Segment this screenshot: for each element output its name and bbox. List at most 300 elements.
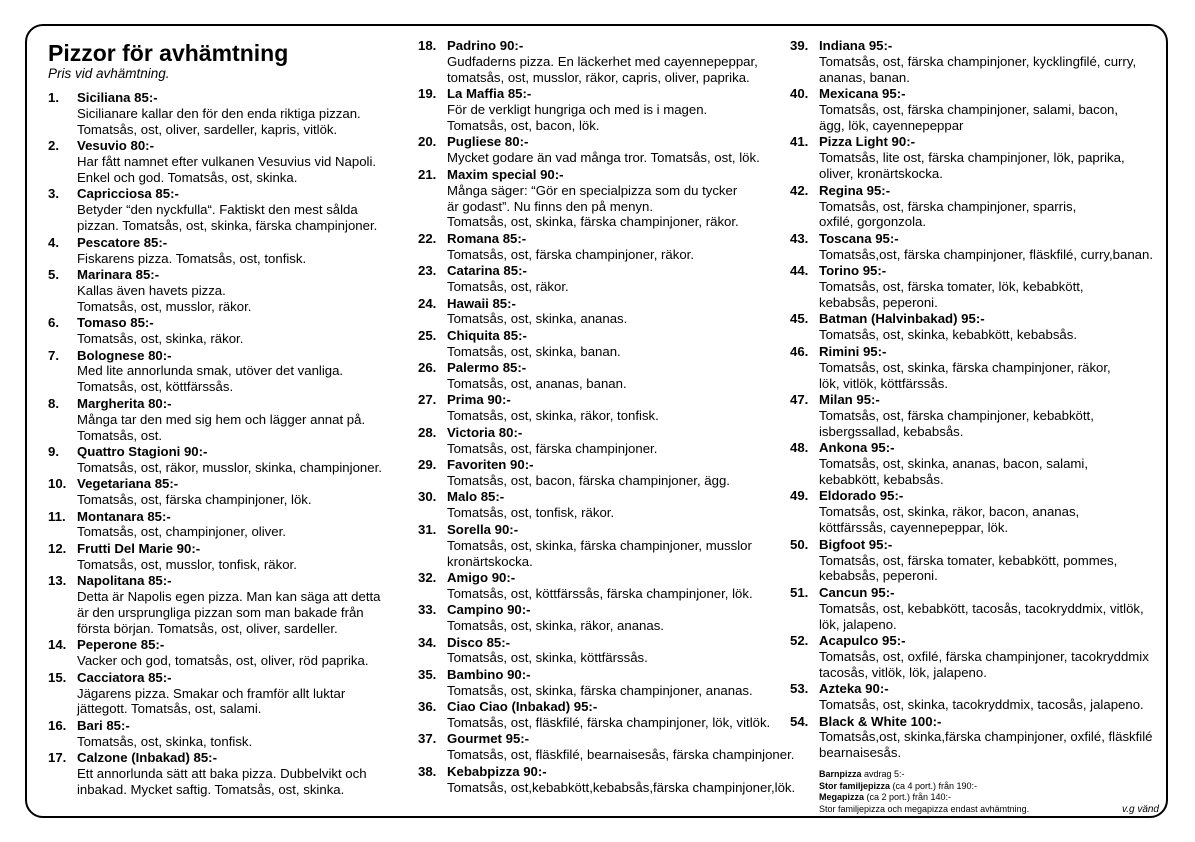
item-body [447, 167, 788, 231]
menu-item [790, 134, 1165, 182]
menu-item [790, 537, 1165, 585]
item-name-price: Amigo 90:- [447, 569, 516, 585]
item-number: 18. [418, 38, 437, 53]
item-description-line: kebabsås, peperoni. [819, 295, 938, 310]
item-description-line: Tomatsås, ost, musslor, räkor. [77, 298, 252, 314]
item-name-price: Malo 85:- [447, 489, 505, 505]
item-body [819, 231, 1165, 263]
item-number: 4. [48, 234, 59, 250]
item-body [447, 392, 788, 424]
menu-item [418, 38, 788, 86]
item-body [447, 489, 788, 521]
item-body [77, 444, 413, 476]
item-description-line: är godast”. Nu finns den på menyn. [447, 198, 653, 214]
item-body [447, 699, 788, 731]
item-description-line: ägg, lök, cayennepeppar [819, 118, 964, 134]
menu-column-3 [790, 38, 1165, 815]
item-body [77, 348, 413, 396]
item-number: 38. [418, 763, 437, 779]
menu-item [48, 235, 413, 267]
item-description-line: Tomatsås, ost, skinka, banan. [447, 343, 621, 359]
item-body [77, 235, 413, 267]
item-name-price: Pizza Light 90:- [819, 134, 915, 150]
item-name-price: Palermo 85:- [447, 360, 527, 376]
item-body [77, 718, 413, 750]
item-description-line: isbergssallad, kebabsås. [819, 423, 964, 439]
item-body [447, 731, 794, 763]
item-number: 25. [418, 327, 437, 343]
item-name-price: Calzone (Inbakad) 85:- [77, 750, 217, 766]
menu-footer [819, 769, 1165, 815]
item-name-price: Maxim special 90:- [447, 166, 564, 182]
menu-item [418, 86, 788, 134]
item-name-price: Frutti Del Marie 90:- [77, 540, 201, 556]
item-description-line: Tomatsås,ost, färska champinjoner, fläskfilé, curry,banan. [819, 246, 1153, 262]
item-name-price: Quattro Stagioni 90:- [77, 443, 208, 459]
item-body [77, 541, 413, 573]
item-description-line: första början. Tomatsås, ost, oliver, sardeller. [77, 620, 338, 636]
menu-item [418, 699, 788, 731]
menu-item [790, 38, 1165, 86]
item-description-line: Tomatsås, ost, färska champinjoner, kycklingfilé, curry, [819, 53, 1137, 69]
menu-item [48, 509, 413, 541]
item-body [819, 134, 1165, 182]
menu-item [418, 731, 795, 763]
menu-column-1 [48, 40, 413, 798]
item-name-price: La Maffia 85:- [447, 86, 532, 102]
item-description-line: Tomatsås, ost, skinka, tacokryddmix, tacosås, jalapeno. [819, 697, 1144, 713]
menu-item [418, 360, 788, 392]
item-name-price: Hawaii 85:- [447, 295, 516, 311]
item-number: 54. [790, 713, 809, 729]
item-description-line: ananas, banan. [819, 69, 910, 85]
item-name-price: Bambino 90:- [447, 666, 531, 682]
item-name-price: Disco 85:- [447, 634, 511, 650]
item-number: 19. [418, 86, 437, 102]
menu-item [418, 263, 788, 295]
menu-item [48, 541, 413, 573]
menu-item [790, 633, 1165, 681]
menu-item [48, 315, 413, 347]
item-number: 9. [48, 443, 59, 459]
item-number: 20. [418, 134, 437, 150]
item-number: 6. [48, 315, 59, 331]
item-description-line: oliver, kronärtskocka. [819, 166, 943, 182]
item-body [447, 328, 788, 360]
item-description-line: Tomatsås, ost, skinka, färska champinjoner, räkor, [819, 359, 1111, 375]
item-body [77, 750, 413, 798]
item-number: 53. [790, 681, 809, 697]
menu-item [418, 328, 788, 360]
item-number: 50. [790, 536, 809, 552]
item-number: 37. [418, 731, 437, 747]
item-number: 15. [48, 669, 67, 685]
item-body [447, 570, 788, 602]
item-body [819, 681, 1165, 713]
item-name-price: Peperone 85:- [77, 637, 165, 653]
item-description-line: är den ursprungliga pizzan som man bakade från [77, 605, 364, 620]
item-name-price: Rimini 95:- [819, 343, 887, 359]
item-description-line: kebabsås, peperoni. [819, 568, 938, 584]
item-number: 32. [418, 569, 437, 585]
item-name-price: Vesuvio 80:- [77, 138, 154, 154]
menu-item [790, 263, 1165, 311]
item-description-line: Tomatsås, lite ost, färska champinjoner, lök, paprika, [819, 150, 1125, 166]
item-number: 13. [48, 573, 67, 589]
item-body [447, 263, 788, 295]
item-body [77, 186, 413, 234]
item-name-price: Regina 95:- [819, 182, 891, 198]
menu-item [418, 635, 788, 667]
item-body [447, 86, 788, 134]
item-description-line: Tomatsås, ost. [77, 427, 163, 443]
menu-item [418, 231, 788, 263]
item-body [447, 38, 788, 86]
menu-item [48, 750, 413, 798]
menu-item [48, 90, 413, 138]
item-description-line: Tomatsås, ost, oxfilé, färska champinjoner, tacokryddmix [819, 648, 1149, 664]
item-name-price: Catarina 85:- [447, 263, 527, 279]
menu-item [48, 186, 413, 234]
item-body [819, 38, 1165, 86]
menu-item [48, 444, 413, 476]
item-description-line: Tomatsås, ost, skinka, köttfärssås. [447, 650, 648, 666]
item-number: 24. [418, 295, 437, 311]
footer-note: Stor familjepizza och megapizza endast avhämtning. [819, 803, 1030, 814]
item-number: 44. [790, 263, 809, 279]
item-body [819, 86, 1165, 134]
item-number: 3. [48, 186, 59, 202]
item-name-price: Napolitana 85:- [77, 573, 172, 589]
item-description-line: Sicilianare kallar den för den enda riktiga pizzan. [77, 105, 361, 121]
item-number: 52. [790, 633, 809, 649]
item-body [77, 267, 413, 315]
menu-column-2 [418, 38, 796, 796]
menu-item [790, 440, 1165, 488]
item-number: 27. [418, 392, 437, 408]
item-name-price: Romana 85:- [447, 230, 527, 246]
item-name-price: Pescatore 85:- [77, 234, 168, 250]
menu-item [790, 86, 1165, 134]
item-name-price: Milan 95:- [819, 391, 880, 407]
menu-item [48, 573, 413, 637]
page-subtitle: Pris vid avhämtning. [48, 66, 170, 81]
item-description-line: tomatsås, ost, musslor, räkor, capris, oliver, paprika. [447, 69, 750, 85]
item-body [819, 344, 1165, 392]
item-number: 22. [418, 230, 437, 246]
item-body [77, 315, 413, 347]
item-body [819, 183, 1165, 231]
item-description-line: Tomatsås, ost, tonfisk, räkor. [447, 505, 615, 521]
item-description-line: Tomatsås, ost, bacon, lök. [447, 118, 600, 134]
item-body [77, 90, 413, 138]
item-body [819, 714, 1165, 762]
item-number: 43. [790, 230, 809, 246]
item-description-line: Tomatsås, ost, skinka, räkor, tonfisk. [447, 408, 659, 424]
item-description-line: Tomatsås, ost, räkor. [447, 279, 569, 295]
item-description-line: Tomatsås, ost, bacon, färska champinjoner, ägg. [447, 472, 730, 488]
item-number: 11. [48, 508, 66, 524]
item-number: 49. [790, 488, 809, 504]
item-description-line: pizzan. Tomatsås, ost, skinka, färska champinjoner. [77, 218, 378, 234]
item-body [819, 488, 1165, 536]
item-description-line: Tomatsås, ost, skinka, räkor, ananas. [447, 618, 664, 634]
item-description-line: Tomatsås, ost,kebabkött,kebabsås,färska champinjoner,lök. [447, 779, 796, 795]
item-description-line: Fiskarens pizza. Tomatsås, ost, tonfisk. [77, 250, 307, 266]
item-description-line: Tomatsås, ost, fläskfilé, bearnaisesås, färska champinjoner. [447, 747, 795, 763]
item-name-price: Favoriten 90:- [447, 457, 534, 473]
item-body [447, 602, 788, 634]
item-body [447, 667, 788, 699]
item-description-line: Tomatsås, ost, färska tomater, lök, kebabkött, [819, 279, 1084, 295]
item-number: 51. [790, 584, 809, 600]
item-name-price: Torino 95:- [819, 263, 887, 279]
item-number: 28. [418, 424, 437, 440]
item-description-line: Tomatsås, ost, köttfärssås, färska champinjoner, lök. [447, 585, 753, 601]
item-number: 45. [790, 311, 809, 327]
page-title: Pizzor för avhämtning [48, 40, 289, 66]
item-name-price: Gourmet 95:- [447, 731, 530, 747]
item-description-line: Tomatsås, ost, skinka, färska champinjoner, musslor [447, 537, 752, 553]
menu-item [418, 522, 788, 570]
item-number: 34. [418, 634, 437, 650]
item-name-price: Cacciatora 85:- [77, 669, 172, 685]
menu-item [790, 392, 1165, 440]
item-number: 48. [790, 440, 809, 456]
item-number: 8. [48, 395, 59, 411]
item-description-line: Tomatsås, ost, räkor, musslor, skinka, champinjoner. [77, 459, 382, 475]
item-name-price: Pugliese 80:- [447, 134, 529, 150]
item-number: 36. [418, 699, 437, 715]
menu-item [790, 344, 1165, 392]
item-number: 46. [790, 343, 809, 359]
item-description-line: Mycket godare än vad många tror. Tomatsås, ost, lök. [447, 150, 760, 166]
item-name-price: Tomaso 85:- [77, 315, 154, 331]
footer-megapizza: Megapizza (ca 2 port.) från 140:- [819, 792, 952, 803]
item-name-price: Siciliana 85:- [77, 90, 158, 105]
item-description-line: Gudfaderns pizza. En läckerhet med cayennepeppar, [447, 53, 758, 69]
item-name-price: Acapulco 95:- [819, 633, 906, 649]
menu-item [48, 670, 413, 718]
item-body [819, 392, 1165, 440]
item-description-line: Tomatsås, ost, skinka, kebabkött, kebabsås. [819, 327, 1078, 343]
item-body [77, 670, 413, 718]
item-body [819, 633, 1165, 681]
item-description-line: Många tar den med sig hem och lägger annat på. [77, 411, 366, 427]
menu-item [790, 585, 1165, 633]
menu-item [790, 681, 1165, 713]
menu-item [418, 296, 788, 328]
item-body [447, 231, 788, 263]
item-description-line: Jägarens pizza. Smakar och framför allt luktar [77, 685, 346, 701]
item-name-price: Azteka 90:- [819, 681, 889, 697]
item-name-price: Campino 90:- [447, 602, 531, 618]
item-number: 41. [790, 134, 809, 150]
footer-barnpizza: Barnpizza avdrag 5:- [819, 769, 905, 780]
item-description-line: Tomatsås, ost, skinka, ananas. [447, 311, 628, 327]
menu-item [48, 348, 413, 396]
item-description-line: Tomatsås, ost, champinjoner, oliver. [77, 524, 286, 540]
item-number: 21. [418, 166, 437, 182]
item-name-price: Mexicana 95:- [819, 86, 906, 102]
item-number: 10. [48, 476, 67, 492]
item-body [77, 637, 413, 669]
menu-item [418, 392, 788, 424]
menu-item [418, 425, 788, 457]
item-name-price: Bigfoot 95:- [819, 536, 893, 552]
item-body [819, 537, 1165, 585]
menu-item [48, 637, 413, 669]
item-description-line: Tomatsås, ost, skinka, tonfisk. [77, 733, 253, 749]
item-description-line: Många säger: “Gör en specialpizza som du tycker [447, 182, 738, 198]
menu-item [790, 714, 1165, 762]
item-body [819, 311, 1165, 343]
menu-item [48, 476, 413, 508]
item-description-line: Tomatsås, ost, musslor, tonfisk, räkor. [77, 556, 297, 572]
item-name-price: Padrino 90:- [447, 38, 524, 53]
item-body [77, 573, 413, 637]
item-name-price: Black & White 100:- [819, 713, 942, 729]
item-description-line: Enkel och god. Tomatsås, ost, skinka. [77, 170, 298, 186]
item-number: 7. [48, 347, 59, 363]
item-number: 39. [790, 38, 809, 53]
item-description-line: Tomatsås, ost, skinka, färska champinjoner, räkor. [447, 214, 739, 230]
item-description-line: inbakad. Mycket saftig. Tomatsås, ost, skinka. [77, 781, 345, 797]
item-description-line: Tomatsås, ost, oliver, sardeller, kapris, vitlök. [77, 121, 338, 137]
item-description-line: Tomatsås, ost, fläskfilé, färska champinjoner, lök, vitlök. [447, 715, 771, 731]
item-number: 5. [48, 266, 59, 282]
item-description-line: För de verkligt hungriga och med is i magen. [447, 102, 708, 118]
menu-item [418, 489, 788, 521]
item-name-price: Bolognese 80:- [77, 347, 172, 363]
item-number: 33. [418, 602, 437, 618]
item-number: 16. [48, 717, 67, 733]
item-name-price: Kebabpizza 90:- [447, 763, 547, 779]
item-number: 23. [418, 263, 437, 279]
item-number: 42. [790, 182, 809, 198]
menu-item [418, 667, 788, 699]
item-body [447, 522, 788, 570]
item-number: 29. [418, 457, 437, 473]
item-body [447, 764, 795, 796]
item-description-line: Med lite annorlunda smak, utöver det vanliga. [77, 363, 344, 379]
item-description-line: Tomatsås, ost, färska tomater, kebabkött, pommes, [819, 552, 1118, 568]
item-body [77, 509, 413, 541]
item-name-price: Indiana 95:- [819, 38, 893, 53]
item-description-line: Tomatsås, ost, färska champinjoner, lök. [77, 492, 312, 508]
item-body [819, 585, 1165, 633]
item-number: 30. [418, 489, 437, 505]
item-name-price: Sorella 90:- [447, 521, 519, 537]
item-name-price: Montanara 85:- [77, 508, 171, 524]
menu-item [48, 396, 413, 444]
item-description-line: Tomatsås, ost, skinka, färska champinjoner, ananas. [447, 682, 753, 698]
item-description-line: jättegott. Tomatsås, ost, salami. [77, 701, 262, 717]
item-description-line: bearnaisesås. [819, 745, 902, 761]
menu-item [418, 763, 796, 796]
item-body [447, 457, 788, 489]
menu-item [48, 267, 413, 315]
footer-familjepizza: Stor familjepizza (ca 4 port.) från 190:- [819, 780, 978, 791]
item-description-line: Tomatsås, ost, köttfärssås. [77, 379, 234, 395]
item-body [77, 476, 413, 508]
item-description-line: kronärtskocka. [447, 553, 533, 569]
item-body [819, 263, 1165, 311]
menu-item [790, 488, 1165, 536]
menu-item [48, 138, 413, 186]
item-description-line: Tomatsås, ost, skinka, räkor. [77, 331, 244, 347]
menu-item [790, 183, 1165, 231]
item-body [447, 360, 788, 392]
item-body [447, 134, 788, 166]
item-description-line: Tomatsås, ost, färska champinjoner. [447, 440, 658, 456]
menu-item [418, 570, 788, 602]
item-description-line: tacosås, vitlök, lök, jalapeno. [819, 664, 987, 680]
item-name-price: Prima 90:- [447, 392, 511, 408]
item-number: 1. [48, 90, 59, 105]
item-name-price: Marinara 85:- [77, 266, 160, 282]
item-number: 47. [790, 391, 809, 407]
item-name-price: Ciao Ciao (Inbakad) 95:- [447, 699, 598, 715]
item-body [819, 440, 1165, 488]
item-body [447, 296, 788, 328]
item-number: 40. [790, 86, 809, 102]
item-description-line: Tomatsås, ost, skinka, ananas, bacon, salami, [819, 456, 1089, 472]
item-description-line: Vacker och god, tomatsås, ost, oliver, röd paprika. [77, 653, 369, 669]
item-description-line: Tomatsås, ost, färska champinjoner, räkor. [447, 246, 695, 262]
item-name-price: Ankona 95:- [819, 440, 895, 456]
item-description-line: Tomatsås, ost, färska champinjoner, sparris, [819, 198, 1077, 214]
item-description-line: Tomatsås, ost, kebabkött, tacosås, tacokryddmix, vitlök, [819, 600, 1144, 616]
item-name-price: Toscana 95:- [819, 230, 899, 246]
menu-item [418, 602, 788, 634]
menu-item [790, 231, 1165, 263]
item-name-price: Batman (Halvinbakad) 95:- [819, 311, 985, 327]
item-description-line: Tomatsås, ost, färska champinjoner, kebabkött, [819, 407, 1094, 423]
item-number: 35. [418, 666, 437, 682]
menu-item [418, 167, 788, 231]
item-description-line: Tomatsås,ost, skinka,färska champinjoner, oxfilé, fläskfilé [819, 729, 1153, 745]
item-name-price: Capricciosa 85:- [77, 186, 179, 202]
item-description-line: Tomatsås, ost, ananas, banan. [447, 376, 627, 392]
item-number: 2. [48, 138, 59, 154]
item-number: 12. [48, 540, 67, 556]
item-number: 17. [48, 750, 67, 766]
item-description-line: Tomatsås, ost, skinka, räkor, bacon, ananas, [819, 504, 1080, 520]
item-description-line: köttfärssås, cayennepeppar, lök. [819, 520, 1009, 536]
item-description-line: lök, jalapeno. [819, 616, 897, 632]
menu-item [790, 311, 1165, 343]
item-description-line: oxfilé, gorgonzola. [819, 214, 927, 230]
menu-item [418, 457, 788, 489]
item-description-line: Ett annorlunda sätt att baka pizza. Dubbelvikt och [77, 766, 367, 782]
item-description-line: Har fått namnet efter vulkanen Vesuvius vid Napoli. [77, 154, 377, 170]
item-description-line: Tomatsås, ost, färska champinjoner, salami, bacon, [819, 102, 1119, 118]
item-description-line: lök, vitlök, köttfärssås. [819, 375, 948, 391]
item-name-price: Chiquita 85:- [447, 327, 527, 343]
item-description-line: kebabkött, kebabsås. [819, 471, 944, 487]
item-name-price: Cancun 95:- [819, 584, 895, 600]
item-name-price: Vegetariana 85:- [77, 476, 179, 492]
item-name-price: Victoria 80:- [447, 424, 523, 440]
item-body [447, 425, 788, 457]
item-name-price: Bari 85:- [77, 717, 130, 733]
item-description-line: Kallas även havets pizza. [77, 282, 226, 298]
item-body [447, 635, 788, 667]
item-number: 14. [48, 637, 67, 653]
menu-item [418, 134, 788, 166]
turn-page-note: v.g vänd [1121, 803, 1159, 815]
